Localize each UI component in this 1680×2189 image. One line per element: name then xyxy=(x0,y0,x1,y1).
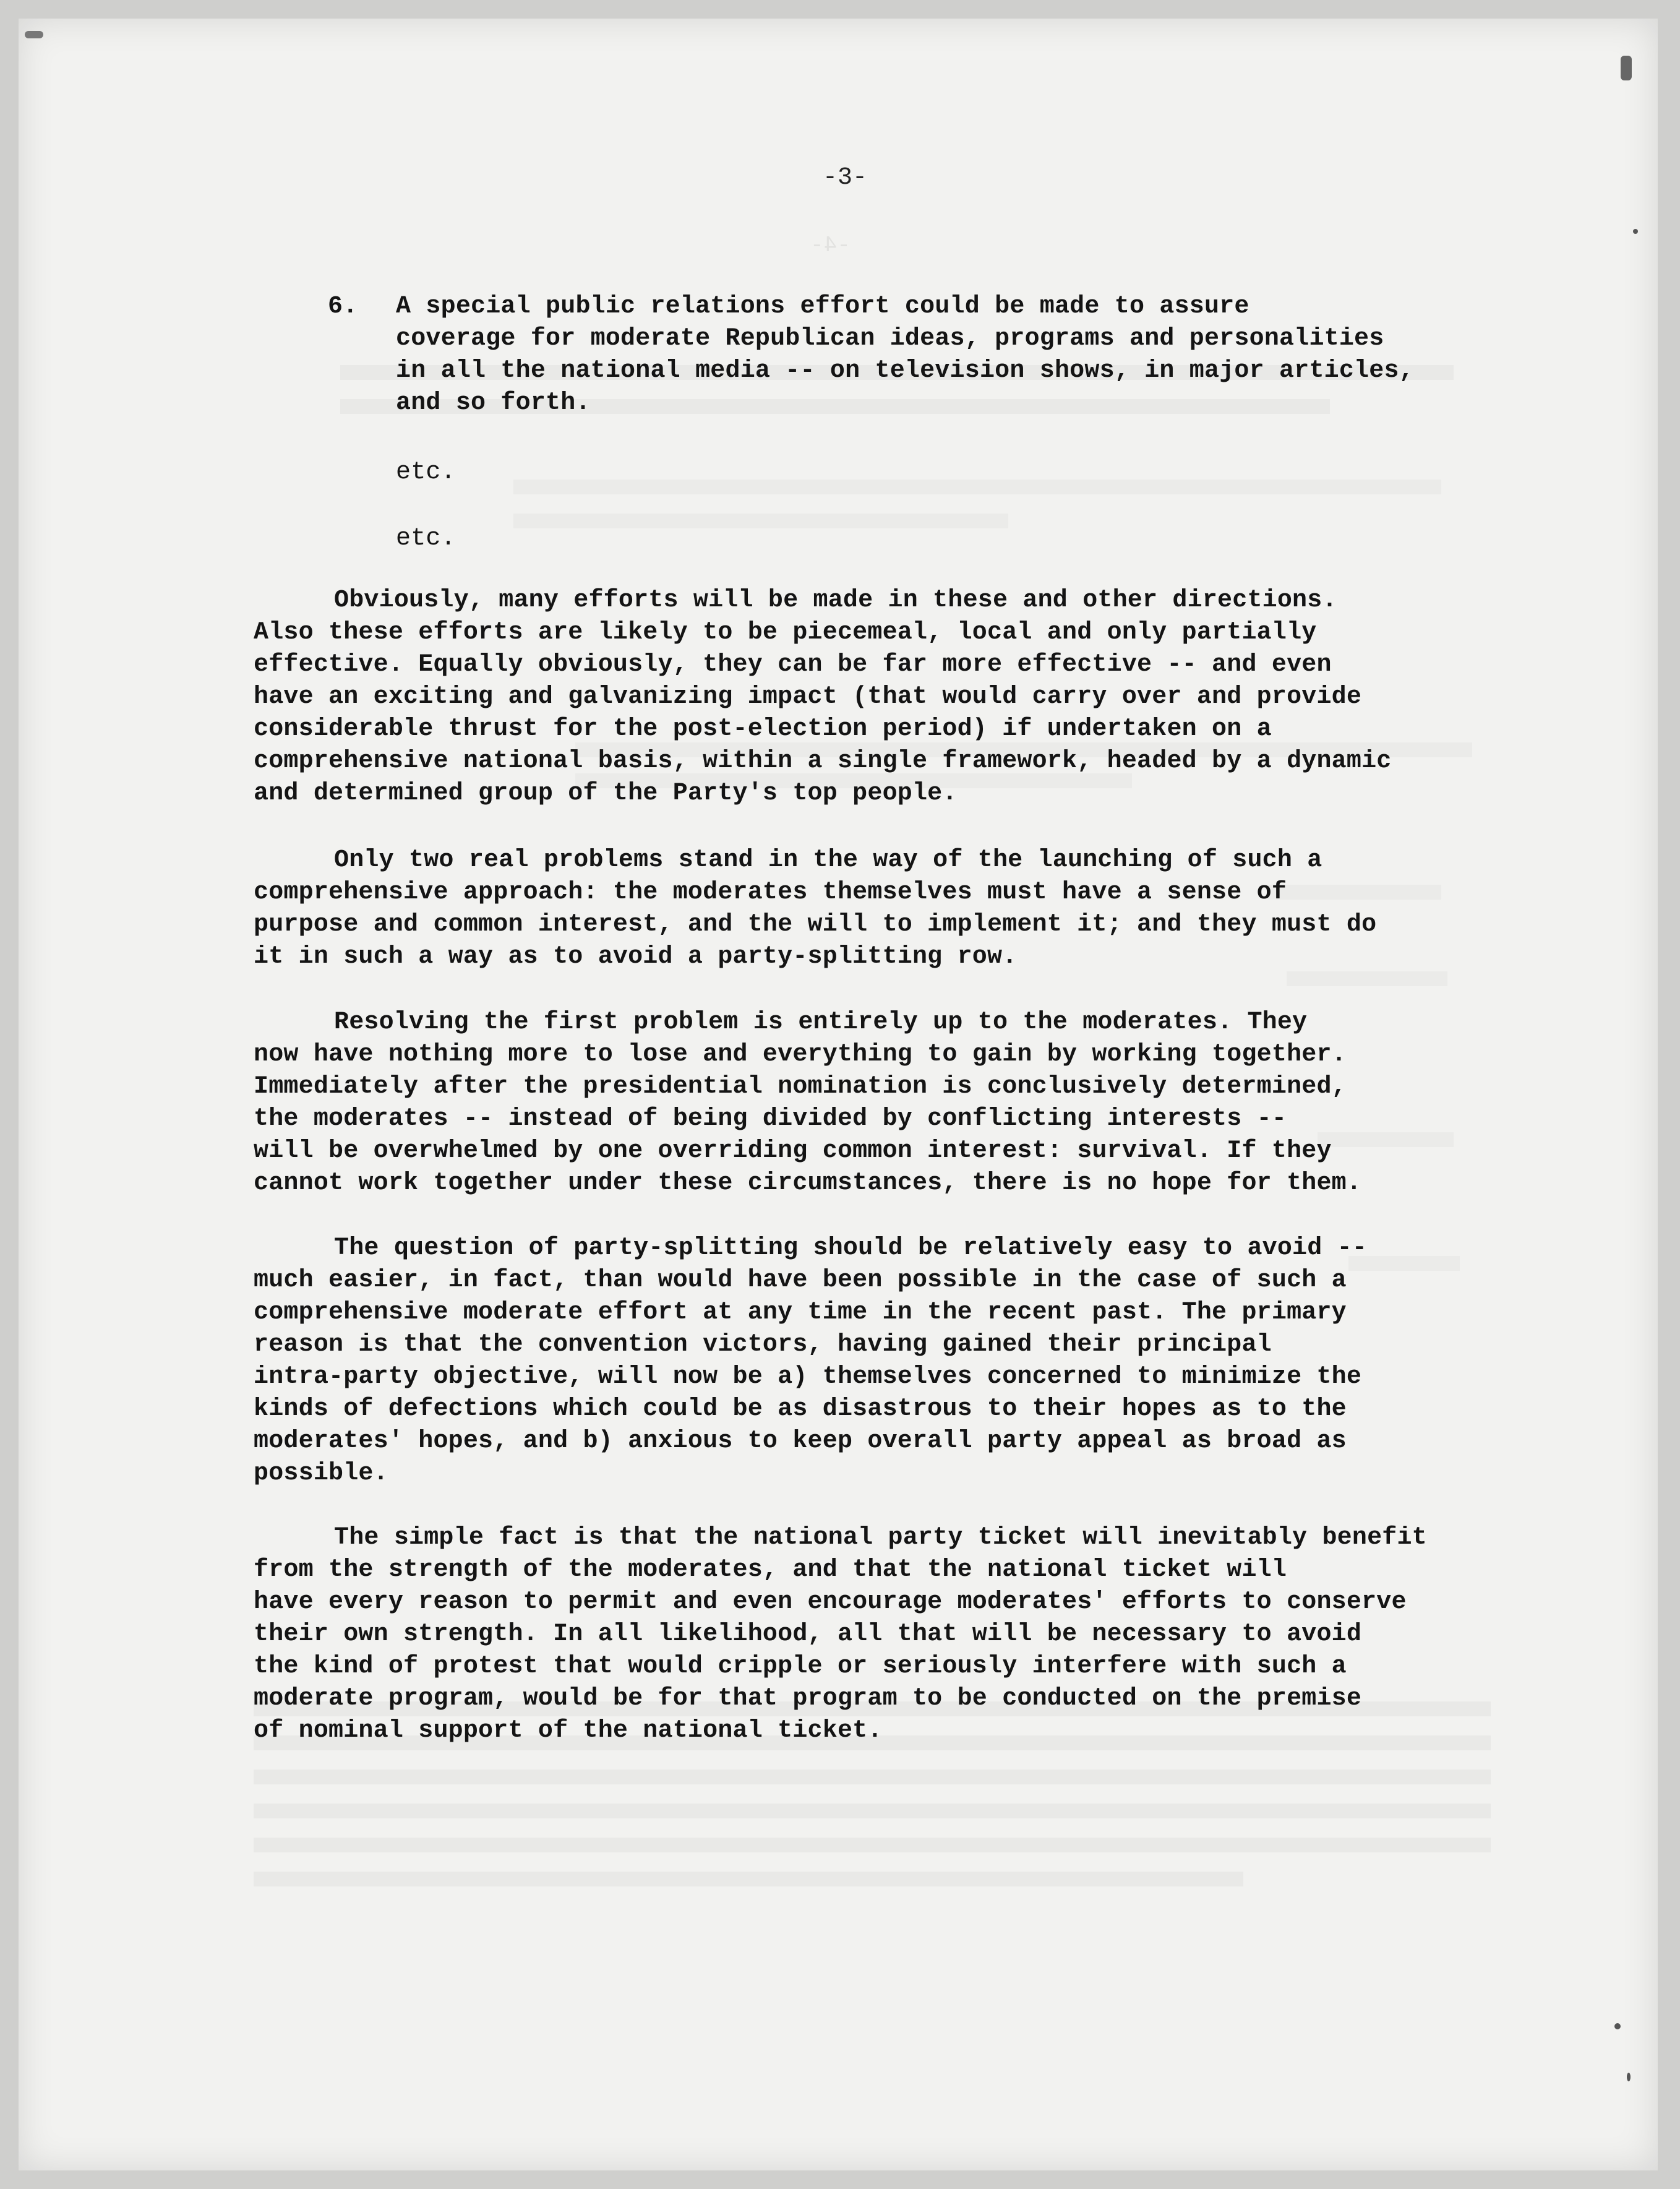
text-line: their own strength. In all likelihood, all that will be necessary to avoid xyxy=(254,1620,1362,1648)
text-line: the moderates -- instead of being divided by conflicting interests -- xyxy=(254,1105,1287,1133)
text-line: moderates' hopes, and b) anxious to keep overall party appeal as broad as xyxy=(254,1427,1347,1455)
text-line: purpose and common interest, and the will to implement it; and they must do xyxy=(254,911,1377,939)
text-line: have an exciting and galvanizing impact (that would carry over and provide xyxy=(254,683,1362,711)
text-line: Obviously, many efforts will be made in these and other directions. xyxy=(334,587,1337,614)
text-line: the kind of protest that would cripple or seriously interfere with such a xyxy=(254,1653,1347,1680)
text-line: in all the national media -- on television shows, in major articles, xyxy=(396,357,1414,385)
scan-speck xyxy=(25,31,43,38)
list-item-body xyxy=(396,291,1509,419)
text-line: A special public relations effort could be made to assure xyxy=(396,293,1249,320)
scan-speck xyxy=(1633,229,1638,234)
text-line: kinds of defections which could be as disastrous to their hopes as to the xyxy=(254,1395,1347,1423)
text-line: considerable thrust for the post-election period) if undertaken on a xyxy=(254,715,1272,743)
text-line: Immediately after the presidential nomination is conclusively determined, xyxy=(254,1073,1347,1101)
text-line: The question of party-splitting should be relatively easy to avoid -- xyxy=(334,1234,1368,1262)
text-line: much easier, in fact, than would have been possible in the case of such a xyxy=(254,1267,1347,1294)
etc-line: etc. xyxy=(396,458,456,486)
scan-speck xyxy=(1627,2073,1631,2081)
text-line: possible. xyxy=(254,1460,388,1487)
etc-line: etc. xyxy=(396,525,456,553)
paragraph xyxy=(254,1007,1540,1200)
list-item-number: 6. xyxy=(328,293,358,320)
text-line: The simple fact is that the national party ticket will inevitably benefit xyxy=(334,1524,1427,1552)
text-line: intra-party objective, will now be a) themselves concerned to minimize the xyxy=(254,1363,1362,1391)
text-line: from the strength of the moderates, and that the national ticket will xyxy=(254,1556,1287,1584)
text-line: Only two real problems stand in the way of the launching of such a xyxy=(334,846,1322,874)
text-line: comprehensive approach: the moderates themselves must have a sense of xyxy=(254,879,1287,906)
text-line: it in such a way as to avoid a party-splitting row. xyxy=(254,943,1018,971)
text-line: and so forth. xyxy=(396,389,591,417)
scan-speck xyxy=(1621,56,1632,80)
document-page xyxy=(19,19,1658,2170)
text-line: comprehensive moderate effort at any time in the recent past. The primary xyxy=(254,1299,1347,1327)
page-number: -3- xyxy=(823,164,868,192)
text-line: now have nothing more to lose and everything to gain by working together. xyxy=(254,1041,1347,1069)
text-line: Also these efforts are likely to be piecemeal, local and only partially xyxy=(254,619,1317,647)
text-line: and determined group of the Party's top people. xyxy=(254,780,958,807)
text-line: Resolving the first problem is entirely up to the moderates. They xyxy=(334,1008,1308,1036)
text-line: of nominal support of the national ticket. xyxy=(254,1717,883,1745)
text-line: have every reason to permit and even encourage moderates' efforts to conserve xyxy=(254,1588,1407,1616)
text-line: reason is that the convention victors, having gained their principal xyxy=(254,1331,1272,1359)
text-line: cannot work together under these circumstances, there is no hope for them. xyxy=(254,1169,1362,1197)
text-line: coverage for moderate Republican ideas, programs and personalities xyxy=(396,325,1384,353)
paragraph xyxy=(254,585,1540,810)
paragraph xyxy=(254,1232,1540,1490)
show-through-texture: -4- xyxy=(19,19,1658,2170)
text-line: will be overwhelmed by one overriding common interest: survival. If they xyxy=(254,1137,1332,1165)
text-line: effective. Equally obviously, they can be far more effective -- and even xyxy=(254,651,1332,679)
text-line: moderate program, would be for that program to be conducted on the premise xyxy=(254,1685,1362,1713)
paragraph xyxy=(254,1522,1540,1747)
text-line: comprehensive national basis, within a single framework, headed by a dynamic xyxy=(254,747,1392,775)
paragraph xyxy=(254,845,1540,973)
scan-speck xyxy=(1614,2023,1621,2029)
